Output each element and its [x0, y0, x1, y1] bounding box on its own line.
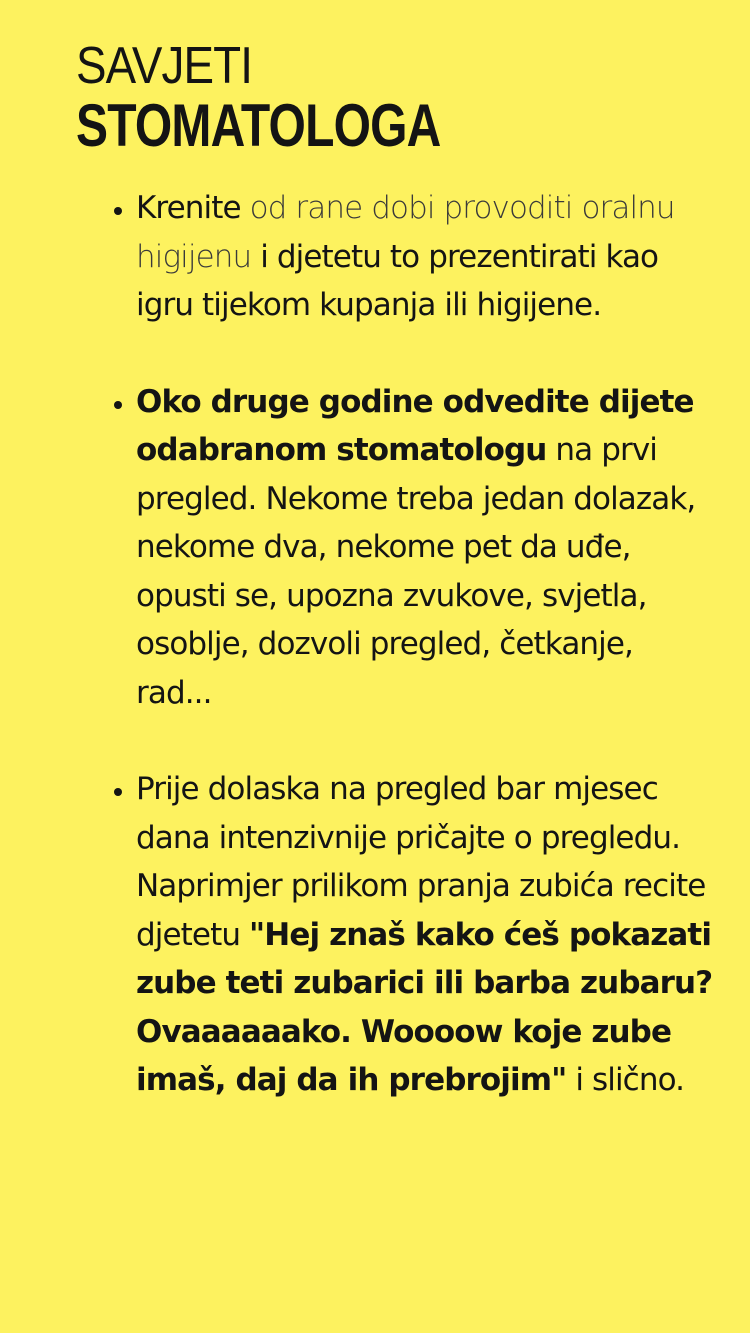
tip-3-segment-3: i slično. — [566, 1062, 685, 1098]
tip-3-segment-1: Prije dolaska na pregled bar mjesec dana intenzivnije pričajte o pregledu. Naprimjer prilikom pranja zubića recite djetetu — [136, 771, 706, 953]
tip-1-segment-2: od rane dobi provoditi oralnu higijenu — [136, 190, 675, 275]
tip-item-1 — [136, 184, 716, 330]
title-line-2: STOMATOLOGA — [76, 92, 441, 159]
tip-item-2 — [136, 378, 716, 718]
title-line-1: SAVJETI — [76, 37, 253, 95]
tip-1-segment-4: prezentirati kao igru tijekom kupanja ili higijene. — [136, 238, 659, 323]
tip-2-segment-1: Oko druge godine odvedite dijete odabranom stomatologu — [136, 383, 694, 468]
tips-list — [106, 184, 716, 1105]
tip-2-segment-2: na prvi pregled. Nekome treba jedan dolazak, nekome dva, nekome pet da uđe, opusti se, upozna zvukove, svjetla, osoblje, dozvoli pregled, četkanje, rad... — [136, 432, 696, 711]
tip-item-3 — [136, 765, 716, 1105]
tip-1-segment-1: Krenite — [136, 190, 241, 226]
tip-1-segment-3: i djetetu to — [260, 238, 420, 275]
tip-3-segment-2: "Hej znaš kako ćeš pokazati zube teti zubarici ili barba zubaru? Ovaaaaaako. Woooow koje zube imaš, daj da ih prebrojim" — [136, 916, 713, 1098]
